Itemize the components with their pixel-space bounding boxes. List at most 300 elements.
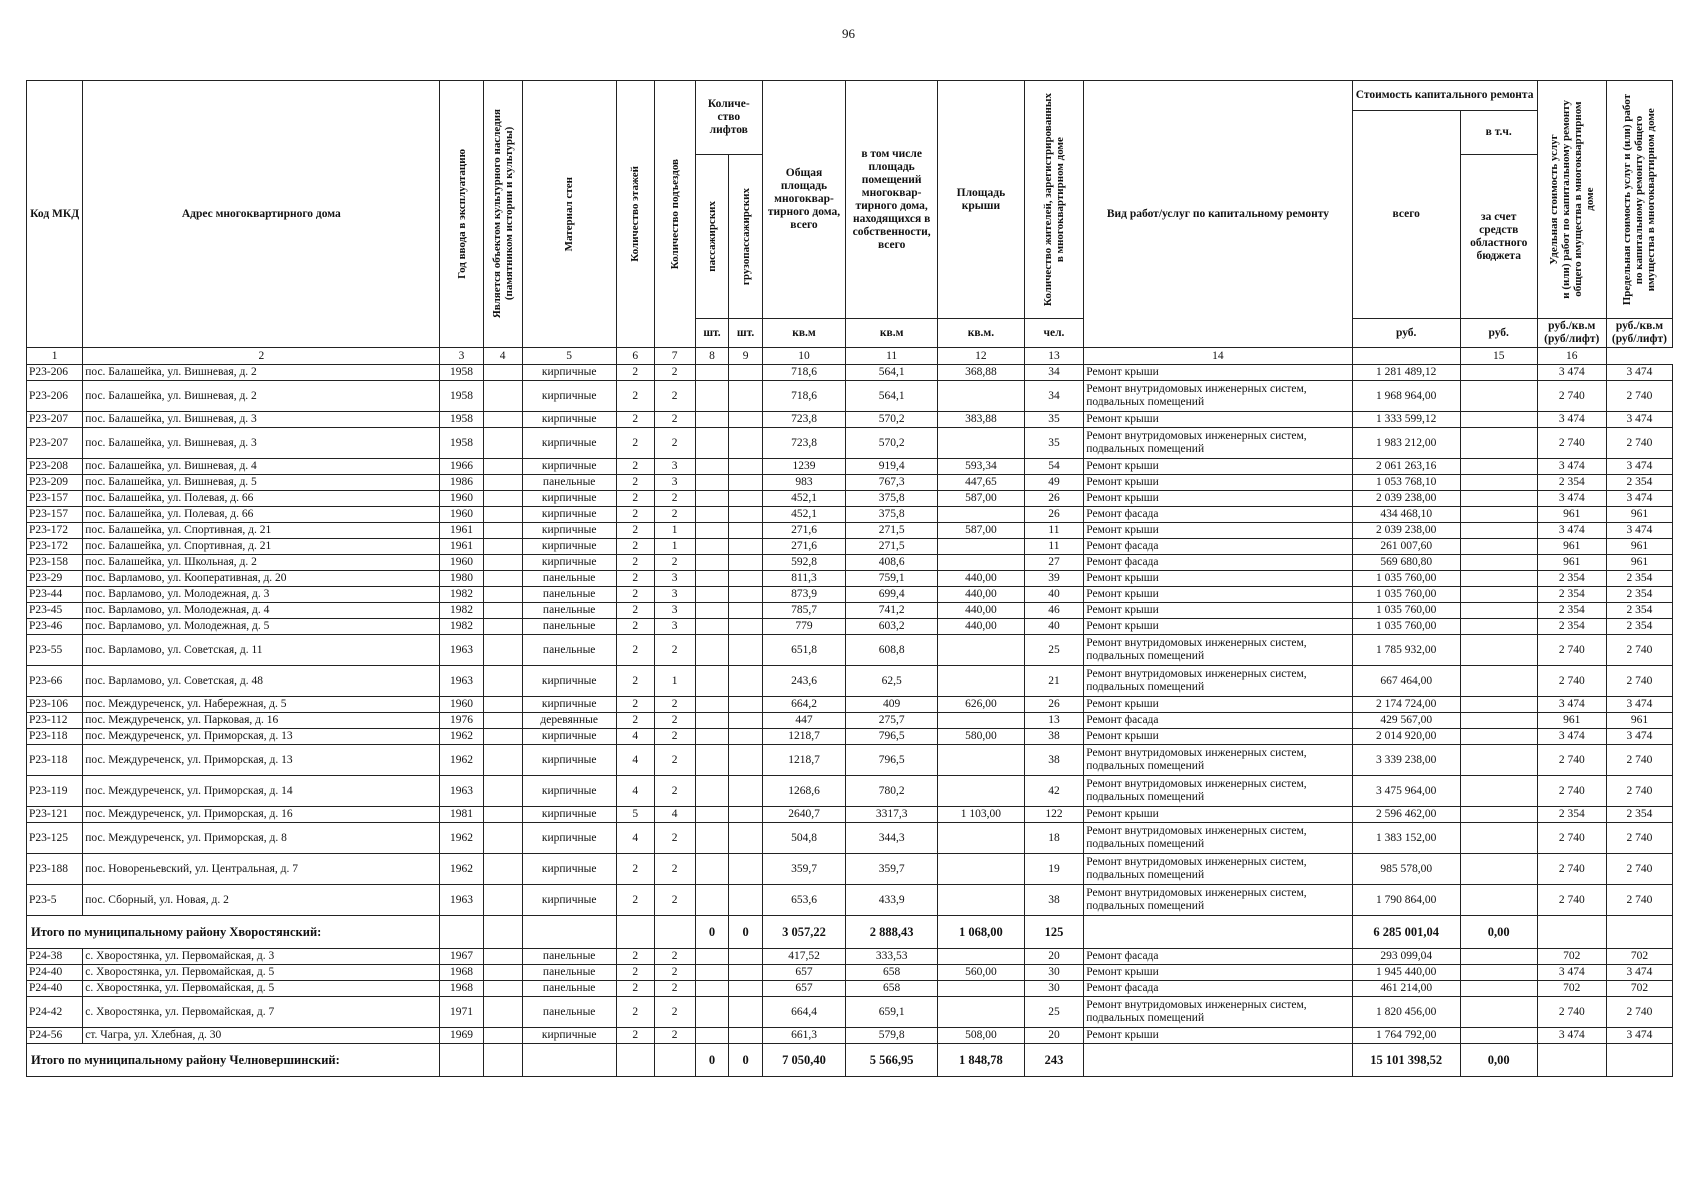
entrances: 2 xyxy=(654,949,695,965)
total-area: 592,8 xyxy=(762,555,845,571)
roof-area xyxy=(938,555,1025,571)
header-floors: Количество этажей xyxy=(629,166,642,262)
table-row xyxy=(27,776,1673,807)
roof-area xyxy=(938,823,1025,854)
lifts-cargo xyxy=(729,507,763,523)
mkd-code: Р24-40 xyxy=(27,981,83,997)
residents: 122 xyxy=(1024,807,1084,823)
address: пос. Балашейка, ул. Вишневая, д. 2 xyxy=(83,365,440,381)
cost-total: 1 785 932,00 xyxy=(1352,635,1460,666)
floors: 2 xyxy=(616,713,654,729)
total-area: 723,8 xyxy=(762,428,845,459)
year-built: 1968 xyxy=(440,981,483,997)
table-row xyxy=(27,491,1673,507)
wall-material: панельные xyxy=(522,571,616,587)
empty-cell xyxy=(654,1044,695,1077)
owned-area: 3317,3 xyxy=(846,807,938,823)
max-cost: 2 740 xyxy=(1606,885,1672,916)
residents: 11 xyxy=(1024,523,1084,539)
max-cost: 2 740 xyxy=(1606,854,1672,885)
address: пос. Варламово, ул. Молодежная, д. 5 xyxy=(83,619,440,635)
roof-area: 626,00 xyxy=(938,697,1025,713)
year-built: 1963 xyxy=(440,635,483,666)
cost-total: 1 333 599,12 xyxy=(1352,412,1460,428)
owned-area: 375,8 xyxy=(846,491,938,507)
cost-total: 1 983 212,00 xyxy=(1352,428,1460,459)
year-built: 1969 xyxy=(440,1028,483,1044)
cost-total: 985 578,00 xyxy=(1352,854,1460,885)
header-lifts-cargo-cell xyxy=(729,155,763,319)
table-row xyxy=(27,745,1673,776)
year-built: 1980 xyxy=(440,571,483,587)
lifts-passenger xyxy=(695,949,729,965)
floors: 2 xyxy=(616,949,654,965)
roof-area xyxy=(938,713,1025,729)
max-cost: 3 474 xyxy=(1606,491,1672,507)
mkd-code: Р24-40 xyxy=(27,965,83,981)
roof-area: 580,00 xyxy=(938,729,1025,745)
cost-total: 434 468,10 xyxy=(1352,507,1460,523)
work-type: Ремонт крыши xyxy=(1084,475,1352,491)
work-type: Ремонт внутридомовых инженерных систем, подвальных помещений xyxy=(1084,997,1352,1028)
entrances: 4 xyxy=(654,807,695,823)
year-built: 1958 xyxy=(440,381,483,412)
table-row xyxy=(27,475,1673,491)
entrances: 2 xyxy=(654,1028,695,1044)
owned-area: 344,3 xyxy=(846,823,938,854)
roof-area xyxy=(938,854,1025,885)
cost-total: 1 281 489,12 xyxy=(1352,365,1460,381)
lifts-cargo xyxy=(729,635,763,666)
roof-area: 440,00 xyxy=(938,603,1025,619)
max-cost: 3 474 xyxy=(1606,965,1672,981)
table-row xyxy=(27,1028,1673,1044)
mkd-code: Р23-44 xyxy=(27,587,83,603)
owned-area: 408,6 xyxy=(846,555,938,571)
lifts-passenger xyxy=(695,475,729,491)
page-number: 96 xyxy=(842,26,855,41)
empty-cell xyxy=(440,916,483,949)
lifts-cargo xyxy=(729,523,763,539)
mkd-code: Р23-121 xyxy=(27,807,83,823)
floors: 5 xyxy=(616,807,654,823)
work-type: Ремонт внутридомовых инженерных систем, подвальных помещений xyxy=(1084,428,1352,459)
unit-people: чел. xyxy=(1024,319,1084,348)
total-residents: 125 xyxy=(1024,916,1084,949)
wall-material: панельные xyxy=(522,475,616,491)
heritage xyxy=(483,555,522,571)
owned-area: 919,4 xyxy=(846,459,938,475)
work-type: Ремонт крыши xyxy=(1084,571,1352,587)
heritage xyxy=(483,587,522,603)
mkd-code: Р23-29 xyxy=(27,571,83,587)
header-max-cost-cell xyxy=(1606,81,1672,319)
cost-budget xyxy=(1460,635,1537,666)
work-type: Ремонт фасада xyxy=(1084,539,1352,555)
work-type: Ремонт внутридомовых инженерных систем, подвальных помещений xyxy=(1084,854,1352,885)
header-max-cost: Предельная стоимость услуг и (или) работ по капитальному ремонту общего имущества в многоквартирном доме xyxy=(1621,93,1658,306)
header-year: Год ввода в эксплуатацию xyxy=(455,149,468,279)
lifts-cargo xyxy=(729,603,763,619)
owned-area: 699,4 xyxy=(846,587,938,603)
heritage xyxy=(483,635,522,666)
max-cost: 2 354 xyxy=(1606,587,1672,603)
work-type: Ремонт фасада xyxy=(1084,507,1352,523)
work-type: Ремонт крыши xyxy=(1084,965,1352,981)
floors: 2 xyxy=(616,697,654,713)
cost-total: 1 035 760,00 xyxy=(1352,603,1460,619)
max-cost: 702 xyxy=(1606,981,1672,997)
mkd-code: Р23-5 xyxy=(27,885,83,916)
table-row xyxy=(27,823,1673,854)
wall-material: кирпичные xyxy=(522,491,616,507)
table-row xyxy=(27,713,1673,729)
cost-total: 2 039 238,00 xyxy=(1352,491,1460,507)
total-area: 651,8 xyxy=(762,635,845,666)
heritage xyxy=(483,854,522,885)
residents: 34 xyxy=(1024,381,1084,412)
cost-total: 3 475 964,00 xyxy=(1352,776,1460,807)
lifts-passenger xyxy=(695,619,729,635)
entrances: 2 xyxy=(654,965,695,981)
work-type: Ремонт крыши xyxy=(1084,729,1352,745)
table-row xyxy=(27,729,1673,745)
heritage xyxy=(483,428,522,459)
cost-budget xyxy=(1460,491,1537,507)
table-row xyxy=(27,635,1673,666)
lifts-cargo xyxy=(729,428,763,459)
year-built: 1961 xyxy=(440,539,483,555)
lifts-cargo xyxy=(729,1028,763,1044)
table-row xyxy=(27,571,1673,587)
owned-area: 359,7 xyxy=(846,854,938,885)
max-cost: 3 474 xyxy=(1606,412,1672,428)
heritage xyxy=(483,603,522,619)
unit-cost: 2 740 xyxy=(1537,854,1606,885)
cost-budget xyxy=(1460,745,1537,776)
floors: 2 xyxy=(616,459,654,475)
floors: 2 xyxy=(616,475,654,491)
owned-area: 796,5 xyxy=(846,745,938,776)
year-built: 1958 xyxy=(440,412,483,428)
empty-cell xyxy=(1084,1044,1352,1077)
max-cost: 3 474 xyxy=(1606,523,1672,539)
heritage xyxy=(483,619,522,635)
work-type: Ремонт крыши xyxy=(1084,587,1352,603)
year-built: 1968 xyxy=(440,965,483,981)
empty-cell xyxy=(483,1044,522,1077)
cost-budget xyxy=(1460,459,1537,475)
total-budget: 0,00 xyxy=(1460,1044,1537,1077)
lifts-passenger xyxy=(695,981,729,997)
cost-budget xyxy=(1460,571,1537,587)
table-row xyxy=(27,949,1673,965)
roof-area xyxy=(938,776,1025,807)
total-area: 811,3 xyxy=(762,571,845,587)
lifts-cargo xyxy=(729,729,763,745)
cost-budget xyxy=(1460,949,1537,965)
heritage xyxy=(483,949,522,965)
max-cost: 2 740 xyxy=(1606,776,1672,807)
cost-budget xyxy=(1460,539,1537,555)
empty-cell xyxy=(522,916,616,949)
max-cost: 2 740 xyxy=(1606,823,1672,854)
address: пос. Сборный, ул. Новая, д. 2 xyxy=(83,885,440,916)
total-area: 452,1 xyxy=(762,507,845,523)
lifts-cargo xyxy=(729,491,763,507)
empty-cell xyxy=(483,916,522,949)
wall-material: кирпичные xyxy=(522,807,616,823)
unit-cost: 961 xyxy=(1537,555,1606,571)
total-area: 447 xyxy=(762,713,845,729)
lifts-cargo xyxy=(729,745,763,776)
lifts-cargo xyxy=(729,713,763,729)
empty-cell xyxy=(440,1044,483,1077)
lifts-passenger xyxy=(695,635,729,666)
mkd-code: Р23-207 xyxy=(27,412,83,428)
roof-area xyxy=(938,539,1025,555)
floors: 4 xyxy=(616,729,654,745)
max-cost: 3 474 xyxy=(1606,729,1672,745)
unit-cost: 2 354 xyxy=(1537,475,1606,491)
column-number: 3 xyxy=(440,348,483,365)
cost-budget xyxy=(1460,587,1537,603)
unit-cost: 3 474 xyxy=(1537,491,1606,507)
lifts-cargo xyxy=(729,539,763,555)
heritage xyxy=(483,475,522,491)
unit-rub: руб. xyxy=(1460,319,1537,348)
entrances: 3 xyxy=(654,571,695,587)
unit-cost: 2 740 xyxy=(1537,776,1606,807)
column-number: 6 xyxy=(616,348,654,365)
year-built: 1958 xyxy=(440,365,483,381)
residents: 27 xyxy=(1024,555,1084,571)
floors: 2 xyxy=(616,666,654,697)
residents: 38 xyxy=(1024,729,1084,745)
lifts-cargo xyxy=(729,885,763,916)
residents: 40 xyxy=(1024,587,1084,603)
empty-cell xyxy=(522,1044,616,1077)
total-area: 718,6 xyxy=(762,365,845,381)
total-area: 718,6 xyxy=(762,381,845,412)
total-cost: 6 285 001,04 xyxy=(1352,916,1460,949)
address: пос. Варламово, ул. Молодежная, д. 3 xyxy=(83,587,440,603)
work-type: Ремонт крыши xyxy=(1084,603,1352,619)
total-area: 359,7 xyxy=(762,854,845,885)
residents: 18 xyxy=(1024,823,1084,854)
unit-sqm: кв.м xyxy=(846,319,938,348)
work-type: Ремонт фасада xyxy=(1084,981,1352,997)
roof-area xyxy=(938,885,1025,916)
owned-area: 409 xyxy=(846,697,938,713)
cost-total: 3 339 238,00 xyxy=(1352,745,1460,776)
max-cost: 2 740 xyxy=(1606,666,1672,697)
header-address: Адрес многоквартирного дома xyxy=(83,81,440,348)
roof-area: 508,00 xyxy=(938,1028,1025,1044)
work-type: Ремонт крыши xyxy=(1084,807,1352,823)
year-built: 1963 xyxy=(440,885,483,916)
cost-total: 2 014 920,00 xyxy=(1352,729,1460,745)
total-cost: 15 101 398,52 xyxy=(1352,1044,1460,1077)
mkd-code: Р23-46 xyxy=(27,619,83,635)
unit-cost: 2 740 xyxy=(1537,381,1606,412)
cost-budget xyxy=(1460,428,1537,459)
mkd-code: Р23-66 xyxy=(27,666,83,697)
unit-cost: 2 740 xyxy=(1537,997,1606,1028)
header-wall: Материал стен xyxy=(563,176,576,252)
header-heritage: Является объектом культурного наследия (памятником истории и культуры) xyxy=(490,109,515,319)
work-type: Ремонт крыши xyxy=(1084,697,1352,713)
cost-budget xyxy=(1460,981,1537,997)
entrances: 2 xyxy=(654,381,695,412)
empty-cell xyxy=(1537,1044,1606,1077)
cost-budget xyxy=(1460,619,1537,635)
unit-cost: 961 xyxy=(1537,539,1606,555)
max-cost: 2 740 xyxy=(1606,635,1672,666)
total-area: 243,6 xyxy=(762,666,845,697)
entrances: 2 xyxy=(654,823,695,854)
address: пос. Междуреченск, ул. Приморская, д. 13 xyxy=(83,745,440,776)
year-built: 1958 xyxy=(440,428,483,459)
work-type: Ремонт внутридомовых инженерных систем, подвальных помещений xyxy=(1084,776,1352,807)
column-number: 2 xyxy=(83,348,440,365)
max-cost: 2 740 xyxy=(1606,428,1672,459)
residents: 49 xyxy=(1024,475,1084,491)
year-built: 1963 xyxy=(440,666,483,697)
table-row xyxy=(27,666,1673,697)
header-cost-total: всего xyxy=(1352,111,1460,319)
owned-area: 570,2 xyxy=(846,428,938,459)
lifts-passenger xyxy=(695,507,729,523)
cost-budget xyxy=(1460,885,1537,916)
residents: 20 xyxy=(1024,1028,1084,1044)
wall-material: панельные xyxy=(522,619,616,635)
entrances: 3 xyxy=(654,603,695,619)
entrances: 2 xyxy=(654,776,695,807)
lifts-cargo xyxy=(729,823,763,854)
column-number: 9 xyxy=(729,348,763,365)
lifts-cargo xyxy=(729,365,763,381)
floors: 2 xyxy=(616,507,654,523)
heritage xyxy=(483,491,522,507)
header-entrances: Количество подъездов xyxy=(668,158,681,270)
address: пос. Балашейка, ул. Спортивная, д. 21 xyxy=(83,523,440,539)
mkd-code: Р23-172 xyxy=(27,523,83,539)
total-roof-area: 1 848,78 xyxy=(938,1044,1025,1077)
floors: 2 xyxy=(616,981,654,997)
mkd-code: Р23-206 xyxy=(27,381,83,412)
residents: 30 xyxy=(1024,981,1084,997)
header-work: Вид работ/услуг по капитальному ремонту xyxy=(1084,81,1352,348)
residents: 30 xyxy=(1024,965,1084,981)
mkd-code: Р23-112 xyxy=(27,713,83,729)
work-type: Ремонт фасада xyxy=(1084,555,1352,571)
roof-area: 560,00 xyxy=(938,965,1025,981)
year-built: 1960 xyxy=(440,491,483,507)
lifts-passenger xyxy=(695,555,729,571)
unit-sqm: кв.м. xyxy=(938,319,1025,348)
column-number: 13 xyxy=(1024,348,1084,365)
unit-rub-sqm: руб./кв.м (руб/лифт) xyxy=(1537,319,1606,348)
residents: 13 xyxy=(1024,713,1084,729)
lifts-passenger xyxy=(695,539,729,555)
entrances: 1 xyxy=(654,523,695,539)
wall-material: кирпичные xyxy=(522,885,616,916)
table-row xyxy=(27,997,1673,1028)
address: пос. Варламово, ул. Советская, д. 11 xyxy=(83,635,440,666)
max-cost: 3 474 xyxy=(1606,365,1672,381)
empty-cell xyxy=(616,916,654,949)
table-row xyxy=(27,587,1673,603)
roof-area: 440,00 xyxy=(938,619,1025,635)
max-cost: 2 354 xyxy=(1606,619,1672,635)
residents: 35 xyxy=(1024,412,1084,428)
owned-area: 796,5 xyxy=(846,729,938,745)
total-area: 661,3 xyxy=(762,1028,845,1044)
wall-material: панельные xyxy=(522,965,616,981)
unit-cost: 2 740 xyxy=(1537,666,1606,697)
mkd-code: Р23-45 xyxy=(27,603,83,619)
unit-cost: 2 354 xyxy=(1537,571,1606,587)
roof-area: 587,00 xyxy=(938,491,1025,507)
address: ст. Чагра, ул. Хлебная, д. 30 xyxy=(83,1028,440,1044)
cost-budget xyxy=(1460,713,1537,729)
lifts-passenger xyxy=(695,459,729,475)
cost-budget xyxy=(1460,412,1537,428)
cost-total: 1 035 760,00 xyxy=(1352,587,1460,603)
wall-material: кирпичные xyxy=(522,697,616,713)
roof-area: 368,88 xyxy=(938,365,1025,381)
total-area: 1239 xyxy=(762,459,845,475)
address: с. Хворостянка, ул. Первомайская, д. 7 xyxy=(83,997,440,1028)
roof-area: 440,00 xyxy=(938,587,1025,603)
column-number: 16 xyxy=(1537,348,1606,365)
heritage xyxy=(483,981,522,997)
wall-material: кирпичные xyxy=(522,381,616,412)
heritage xyxy=(483,539,522,555)
work-type: Ремонт крыши xyxy=(1084,491,1352,507)
max-cost: 2 740 xyxy=(1606,745,1672,776)
year-built: 1962 xyxy=(440,729,483,745)
heritage xyxy=(483,1028,522,1044)
address: пос. Междуреченск, ул. Парковая, д. 16 xyxy=(83,713,440,729)
year-built: 1982 xyxy=(440,587,483,603)
address: пос. Междуреченск, ул. Приморская, д. 13 xyxy=(83,729,440,745)
roof-area xyxy=(938,745,1025,776)
floors: 2 xyxy=(616,587,654,603)
cost-total: 261 007,60 xyxy=(1352,539,1460,555)
total-area: 983 xyxy=(762,475,845,491)
cost-total: 1 968 964,00 xyxy=(1352,381,1460,412)
header-cost: Стоимость капитального ремонта xyxy=(1352,81,1537,111)
column-number: 7 xyxy=(654,348,695,365)
wall-material: кирпичные xyxy=(522,854,616,885)
total-owned-area: 5 566,95 xyxy=(846,1044,938,1077)
year-built: 1976 xyxy=(440,713,483,729)
cost-total: 1 053 768,10 xyxy=(1352,475,1460,491)
address: пос. Варламово, ул. Молодежная, д. 4 xyxy=(83,603,440,619)
wall-material: кирпичные xyxy=(522,823,616,854)
owned-area: 333,53 xyxy=(846,949,938,965)
lifts-cargo xyxy=(729,555,763,571)
header-wall-cell xyxy=(522,81,616,348)
empty-cell xyxy=(1606,1044,1672,1077)
residents: 40 xyxy=(1024,619,1084,635)
owned-area: 579,8 xyxy=(846,1028,938,1044)
unit-cost: 3 474 xyxy=(1537,412,1606,428)
total-area: 785,7 xyxy=(762,603,845,619)
wall-material: кирпичные xyxy=(522,1028,616,1044)
